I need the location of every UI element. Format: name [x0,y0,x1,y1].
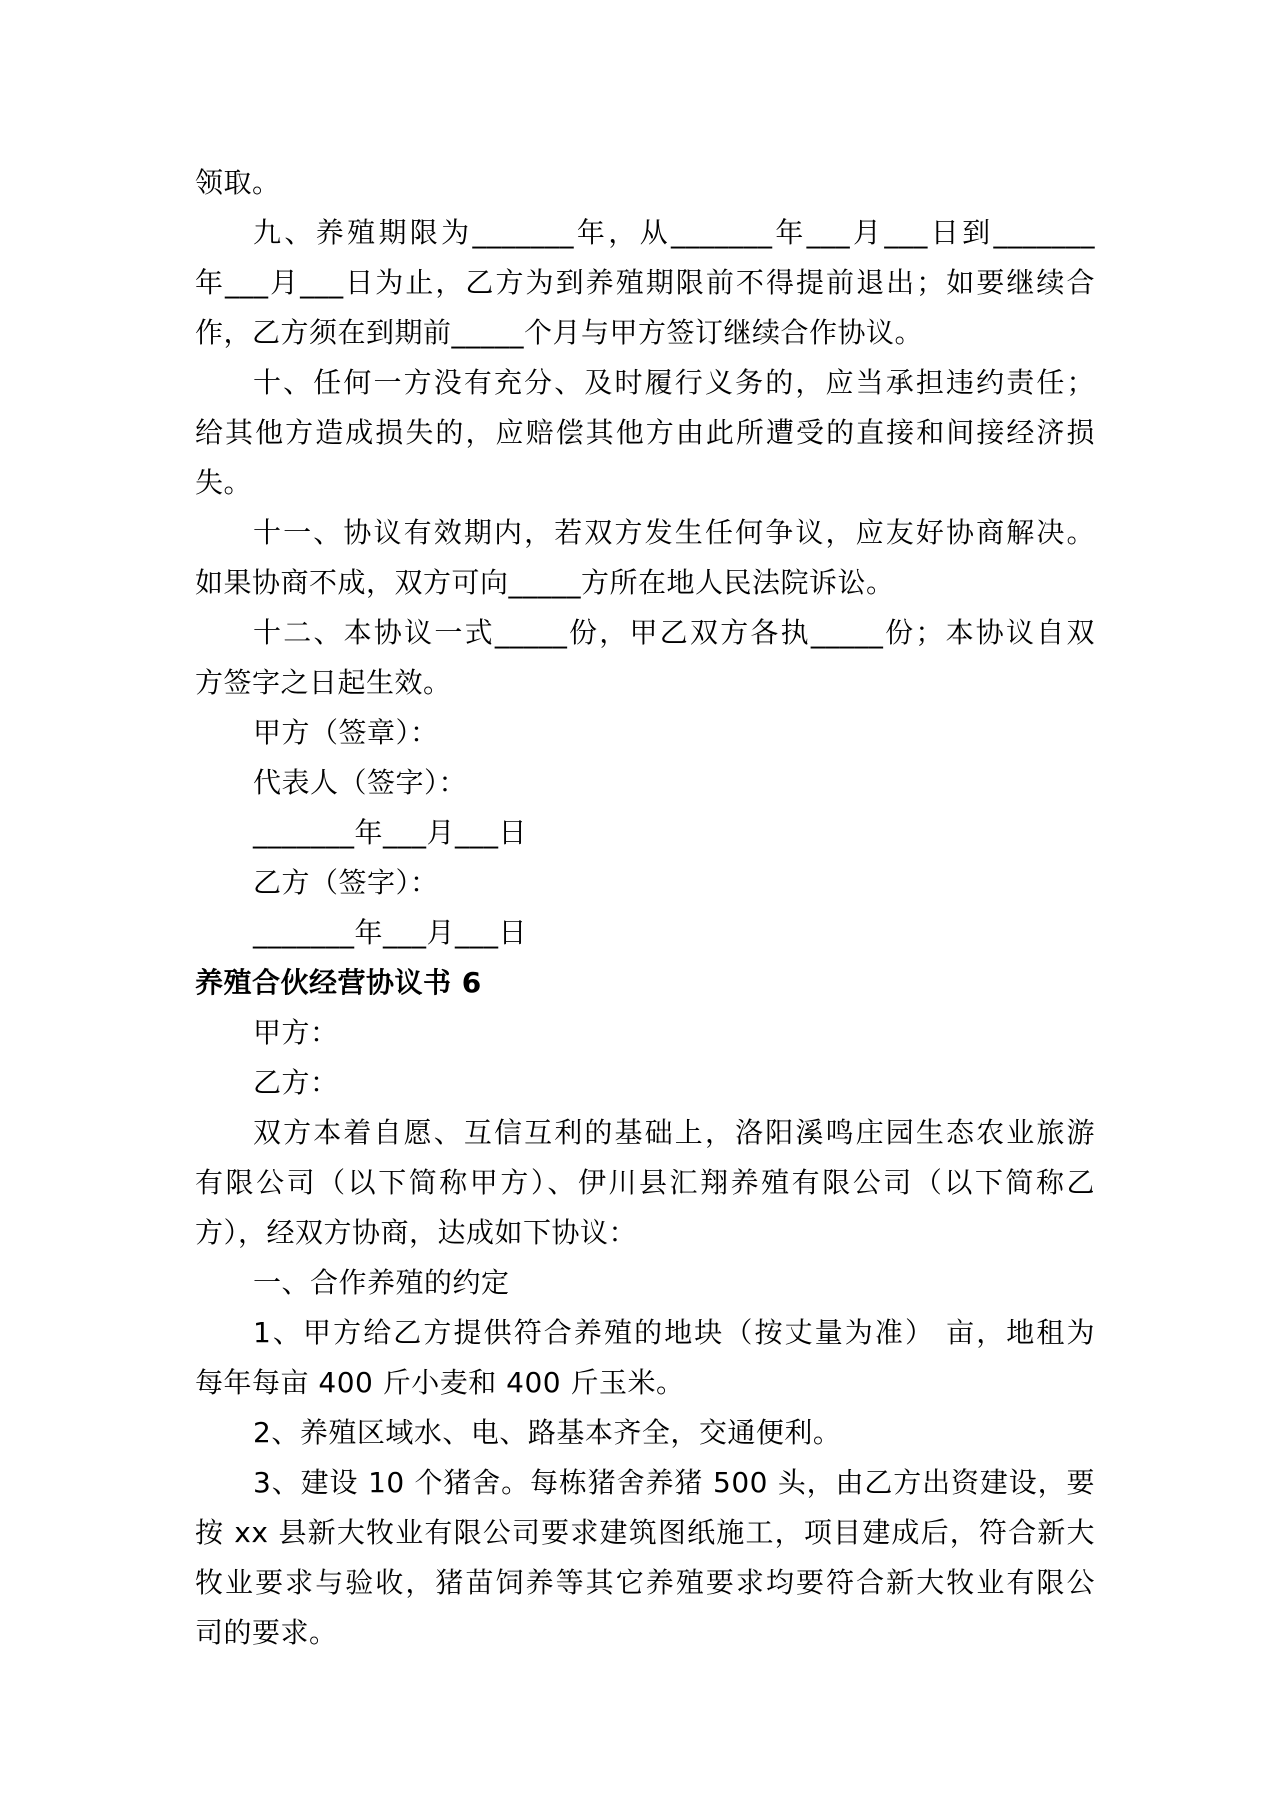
text-line: 2、养殖区域水、电、路基本齐全，交通便利。 [253,1416,842,1449]
text-line: 方签字之日起生效。 [195,666,452,699]
text-line: 牧业要求与验收，猪苗饲养等其它养殖要求均要符合新大牧业有限公 [195,1566,1095,1599]
clause-heading: 一、合作养殖的约定 [253,1266,510,1299]
text-line: 按 xx 县新大牧业有限公司要求建筑图纸施工，项目建成后，符合新大 [195,1516,1095,1549]
text-line: 年___月___日为止，乙方为到养殖期限前不得提前退出；如要继续合 [195,266,1095,299]
party-b-signature-label: 乙方（签字）： [253,866,439,899]
text-line: 3、建设 10 个猪舍。每栋猪舍养猪 500 头，由乙方出资建设，要 [253,1466,1095,1499]
text-line: 有限公司（以下简称甲方）、伊川县汇翔养殖有限公司（以下简称乙 [195,1166,1095,1199]
text-line: 双方本着自愿、互信互利的基础上，洛阳溪鸣庄园生态农业旅游 [253,1116,1095,1149]
text-line: 十一、协议有效期内，若双方发生任何争议，应友好协商解决。 [253,516,1095,549]
party-a-seal-label: 甲方（签章）： [253,716,439,749]
representative-signature-label: 代表人（签字）： [253,766,468,799]
text-line: 十、任何一方没有充分、及时履行义务的，应当承担违约责任； [253,366,1095,399]
text-line: 方），经双方协商，达成如下协议： [195,1216,638,1249]
text-line: 如果协商不成，双方可向_____方所在地人民法院诉讼。 [195,566,895,599]
text-line: 给其他方造成损失的，应赔偿其他方由此所遭受的直接和间接经济损 [195,416,1095,449]
text-line: 作，乙方须在到期前_____个月与甲方签订继续合作协议。 [195,316,924,349]
text-line: 十二、本协议一式_____份，甲乙双方各执_____份；本协议自双 [253,616,1095,649]
party-a-label: 甲方： [253,1016,339,1049]
party-b-label: 乙方： [253,1066,339,1099]
document-body [195,158,1095,1658]
text-line: 1、甲方给乙方提供符合养殖的地块（按丈量为准） 亩，地租为 [253,1316,1095,1349]
text-line: 每年每亩 400 斤小麦和 400 斤玉米。 [195,1366,685,1399]
section-heading: 养殖合伙经营协议书 6 [195,966,482,999]
date-blank: _______年___月___日 [253,916,528,949]
date-blank: _______年___月___日 [253,816,528,849]
text-line: 九、养殖期限为_______年，从_______年___月___日到_______ [253,216,1095,249]
text-line: 领取。 [195,166,281,199]
text-line: 失。 [195,466,253,499]
text-line: 司的要求。 [195,1616,338,1649]
